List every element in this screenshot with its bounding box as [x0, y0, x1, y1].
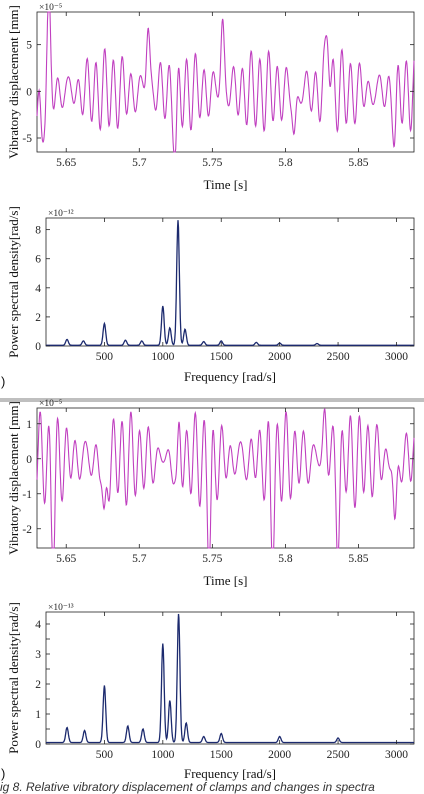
- x-tick-label: 2000: [268, 749, 292, 761]
- x-axis-label: Frequency [rad/s]: [183, 369, 277, 384]
- y-tick-label: 0: [35, 739, 41, 751]
- x-tick-label: 2000: [268, 351, 292, 363]
- y-axis-label: Vibratory displacement [mm]: [6, 401, 21, 555]
- figure-caption: ig 8. Relative vibratory displacement of clamps and changes in spectra: [0, 780, 375, 794]
- axis-multiplier: ×10⁻⁵: [39, 3, 63, 13]
- x-tick-label: 5.8: [278, 157, 293, 169]
- y-tick-label: -1: [22, 488, 32, 501]
- x-tick-label: 1000: [151, 749, 175, 761]
- plot-frame: [46, 218, 414, 346]
- x-tick-label: 5.75: [202, 157, 223, 169]
- y-tick-label: 3: [35, 649, 41, 661]
- x-tick-label: 5.65: [56, 553, 77, 565]
- plot-frame: [46, 612, 414, 744]
- y-tick-label: 2: [35, 679, 41, 691]
- chart-a-time: [6, 3, 414, 192]
- x-tick-label: 3000: [384, 351, 408, 363]
- x-tick-label: 500: [95, 749, 114, 761]
- axis-multiplier: ×10⁻⁵: [39, 399, 63, 409]
- panel-label-b: ): [1, 766, 6, 781]
- panel-divider: [0, 398, 424, 402]
- x-tick-label: 2500: [326, 351, 350, 363]
- x-tick-label: 1500: [209, 351, 233, 363]
- y-tick-label: 4: [35, 282, 41, 295]
- x-tick-label: 5.8: [278, 553, 293, 565]
- y-tick-label: 1: [26, 418, 32, 431]
- y-tick-label: 0: [35, 341, 41, 353]
- y-tick-label: 8: [35, 224, 41, 237]
- panel-label-a: ): [1, 374, 6, 389]
- x-tick-label: 3000: [384, 749, 408, 761]
- y-tick-label: -5: [22, 133, 32, 145]
- chart-b-psd: [6, 602, 414, 781]
- y-tick-label: 6: [35, 253, 41, 266]
- y-tick-label: 0: [26, 86, 32, 99]
- y-tick-label: 2: [35, 311, 41, 324]
- x-tick-label: 5.75: [202, 553, 223, 565]
- chart-b-time: [6, 399, 414, 588]
- x-tick-label: 1500: [209, 749, 233, 761]
- x-axis-label: Time [s]: [203, 177, 248, 192]
- x-tick-label: 5.85: [348, 553, 369, 565]
- x-tick-label: 5.65: [56, 157, 77, 169]
- x-tick-label: 1000: [151, 351, 175, 363]
- y-axis-label: Power spectral density[rad/s]: [6, 206, 21, 358]
- y-tick-label: 0: [26, 453, 32, 466]
- axis-multiplier: ×10⁻¹²: [48, 209, 74, 219]
- y-axis-label: Power spectral density[rad/s]: [6, 602, 21, 754]
- chart-a-psd: [6, 206, 414, 384]
- y-axis-label: Vibratory displacement [mm]: [6, 5, 21, 159]
- axis-multiplier: ×10⁻¹³: [48, 603, 74, 613]
- x-tick-label: 5.7: [132, 157, 147, 169]
- y-tick-label: -2: [22, 523, 32, 536]
- x-tick-label: 2500: [326, 749, 350, 761]
- x-tick-label: 500: [95, 351, 114, 363]
- x-axis-label: Frequency [rad/s]: [183, 766, 277, 781]
- y-tick-label: 5: [26, 39, 32, 52]
- x-axis-label: Time [s]: [203, 573, 248, 588]
- y-tick-label: 1: [35, 709, 41, 721]
- x-tick-label: 5.7: [132, 553, 147, 565]
- x-tick-label: 5.85: [348, 157, 369, 169]
- y-tick-label: 4: [35, 619, 41, 631]
